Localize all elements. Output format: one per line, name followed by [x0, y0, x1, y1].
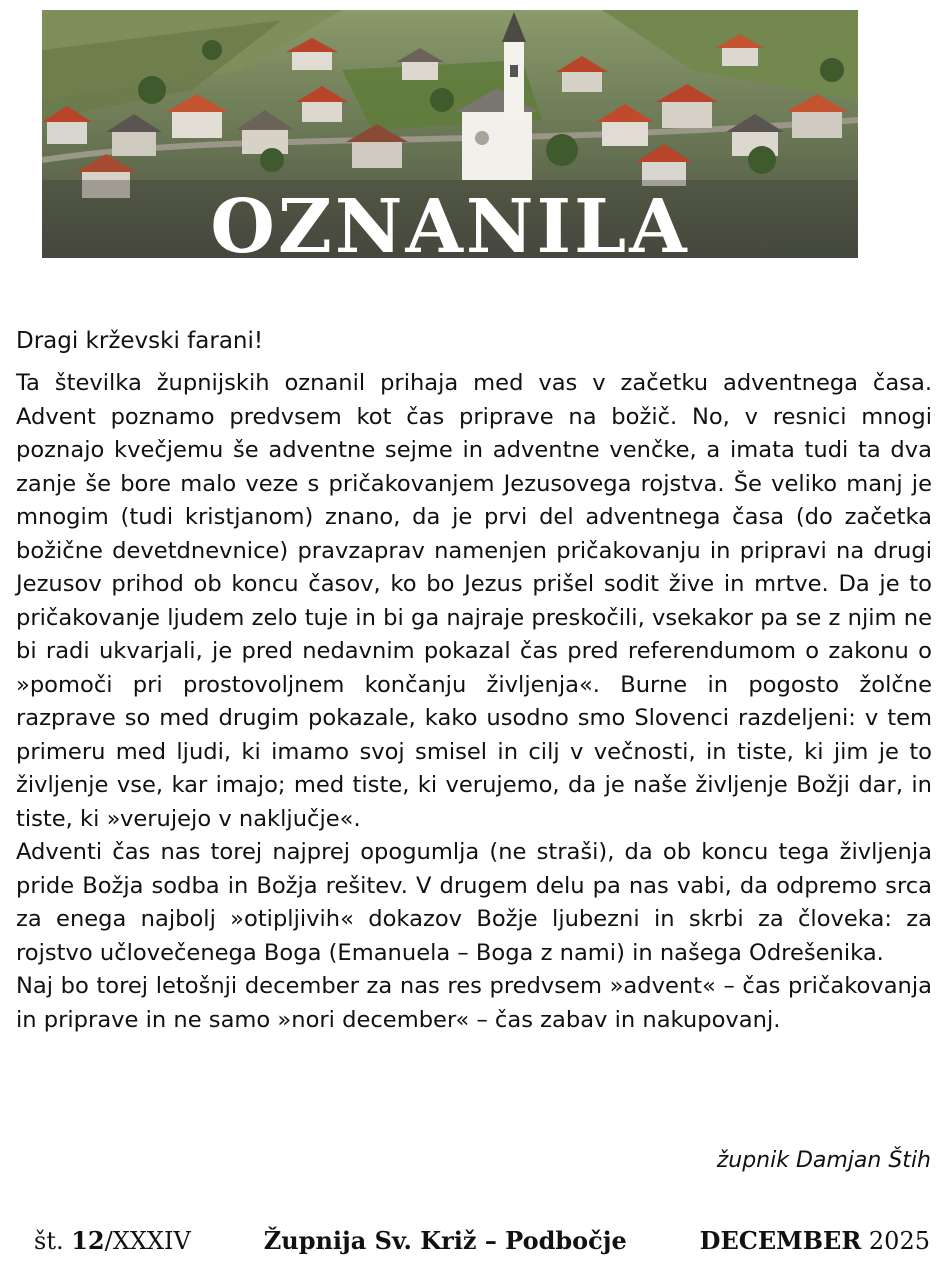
issue-number: 12 [71, 1225, 105, 1255]
parish-label: Župnija Sv. Križ – Podbočje [263, 1225, 627, 1255]
header-banner-photo [42, 10, 858, 258]
banner-title: OZNANILA [210, 184, 690, 258]
signature: župnik Damjan Štih [716, 1148, 931, 1173]
paragraph-2: Adventi čas nas torej najprej opogumlja (ne straši), da ob koncu tega življenja pride Božja sodba in Božja rešitev. V drugem delu pa nas vabi, da odpremo srca za enega najbolj »otipljivih« dokazov Božje ljubezni in skrbi za človeka: za rojstvo učlovečenega Boga (Emanuela – Boga z nami) in našega Odrešenika. [16, 839, 932, 966]
issue-prefix: št. [34, 1226, 64, 1255]
paragraph-1: Ta številka župnijskih oznanil prihaja med vas v začetku adventnega časa. Advent poznamo predvsem kot čas priprave na božič. No, v resnici mnogi poznajo kvečjemu še adventne sejme in adventne venčke, a imata tudi ta dva zanje še bore malo veze s pričakovanjem Jezusovega rojstva. Še veliko manj je mnogim (tudi kristjanom) znano, da je prvi del adventnega časa (do začetka božične devetdnevnice) pravzaprav namenjen pričakovanju in pripravi na drugi Jezusov prihod ob koncu časov, ko bo Jezus prišel sodit žive in mrtve. Da je to pričakovanje ljudem zelo tuje in bi ga najraje preskočili, vsekakor pa se z njim ne bi radi ukvarjali, je pred nedavnim pokazal čas pred referendumom o zakonu o »pomoči pri prostovoljnem končanju življenja«. Burne in pogosto žolčne razprave so med drugim pokazale, kako usodno smo Slovenci razdeljeni: v tem primeru med ljudi, ki imamo svoj smisel in cilj v večnosti, in tiste, ki jim je to življenje vse, kar imajo; med tiste, ki verujemo, da je naše življenje Božji dar, in tiste, ki »verujejo v naključje«. [16, 370, 932, 832]
month-label: DECEMBER [699, 1225, 862, 1255]
parish-name [264, 1226, 627, 1255]
issue-label [34, 1226, 191, 1255]
village-aerial-photo [42, 10, 858, 258]
issue-volume: /XXXIV [104, 1226, 191, 1255]
paragraph-3: Naj bo torej letošnji december za nas res predvsem »advent« – čas pričakovanja in priprave in ne samo »nori december« – čas zabav in nakupovanj. [16, 973, 932, 1033]
greeting: Dragi krževski farani! [16, 328, 264, 354]
letter-body [16, 367, 932, 1037]
year-label: 2025 [868, 1226, 930, 1255]
issue-date [700, 1226, 930, 1255]
page-footer [34, 1218, 930, 1262]
